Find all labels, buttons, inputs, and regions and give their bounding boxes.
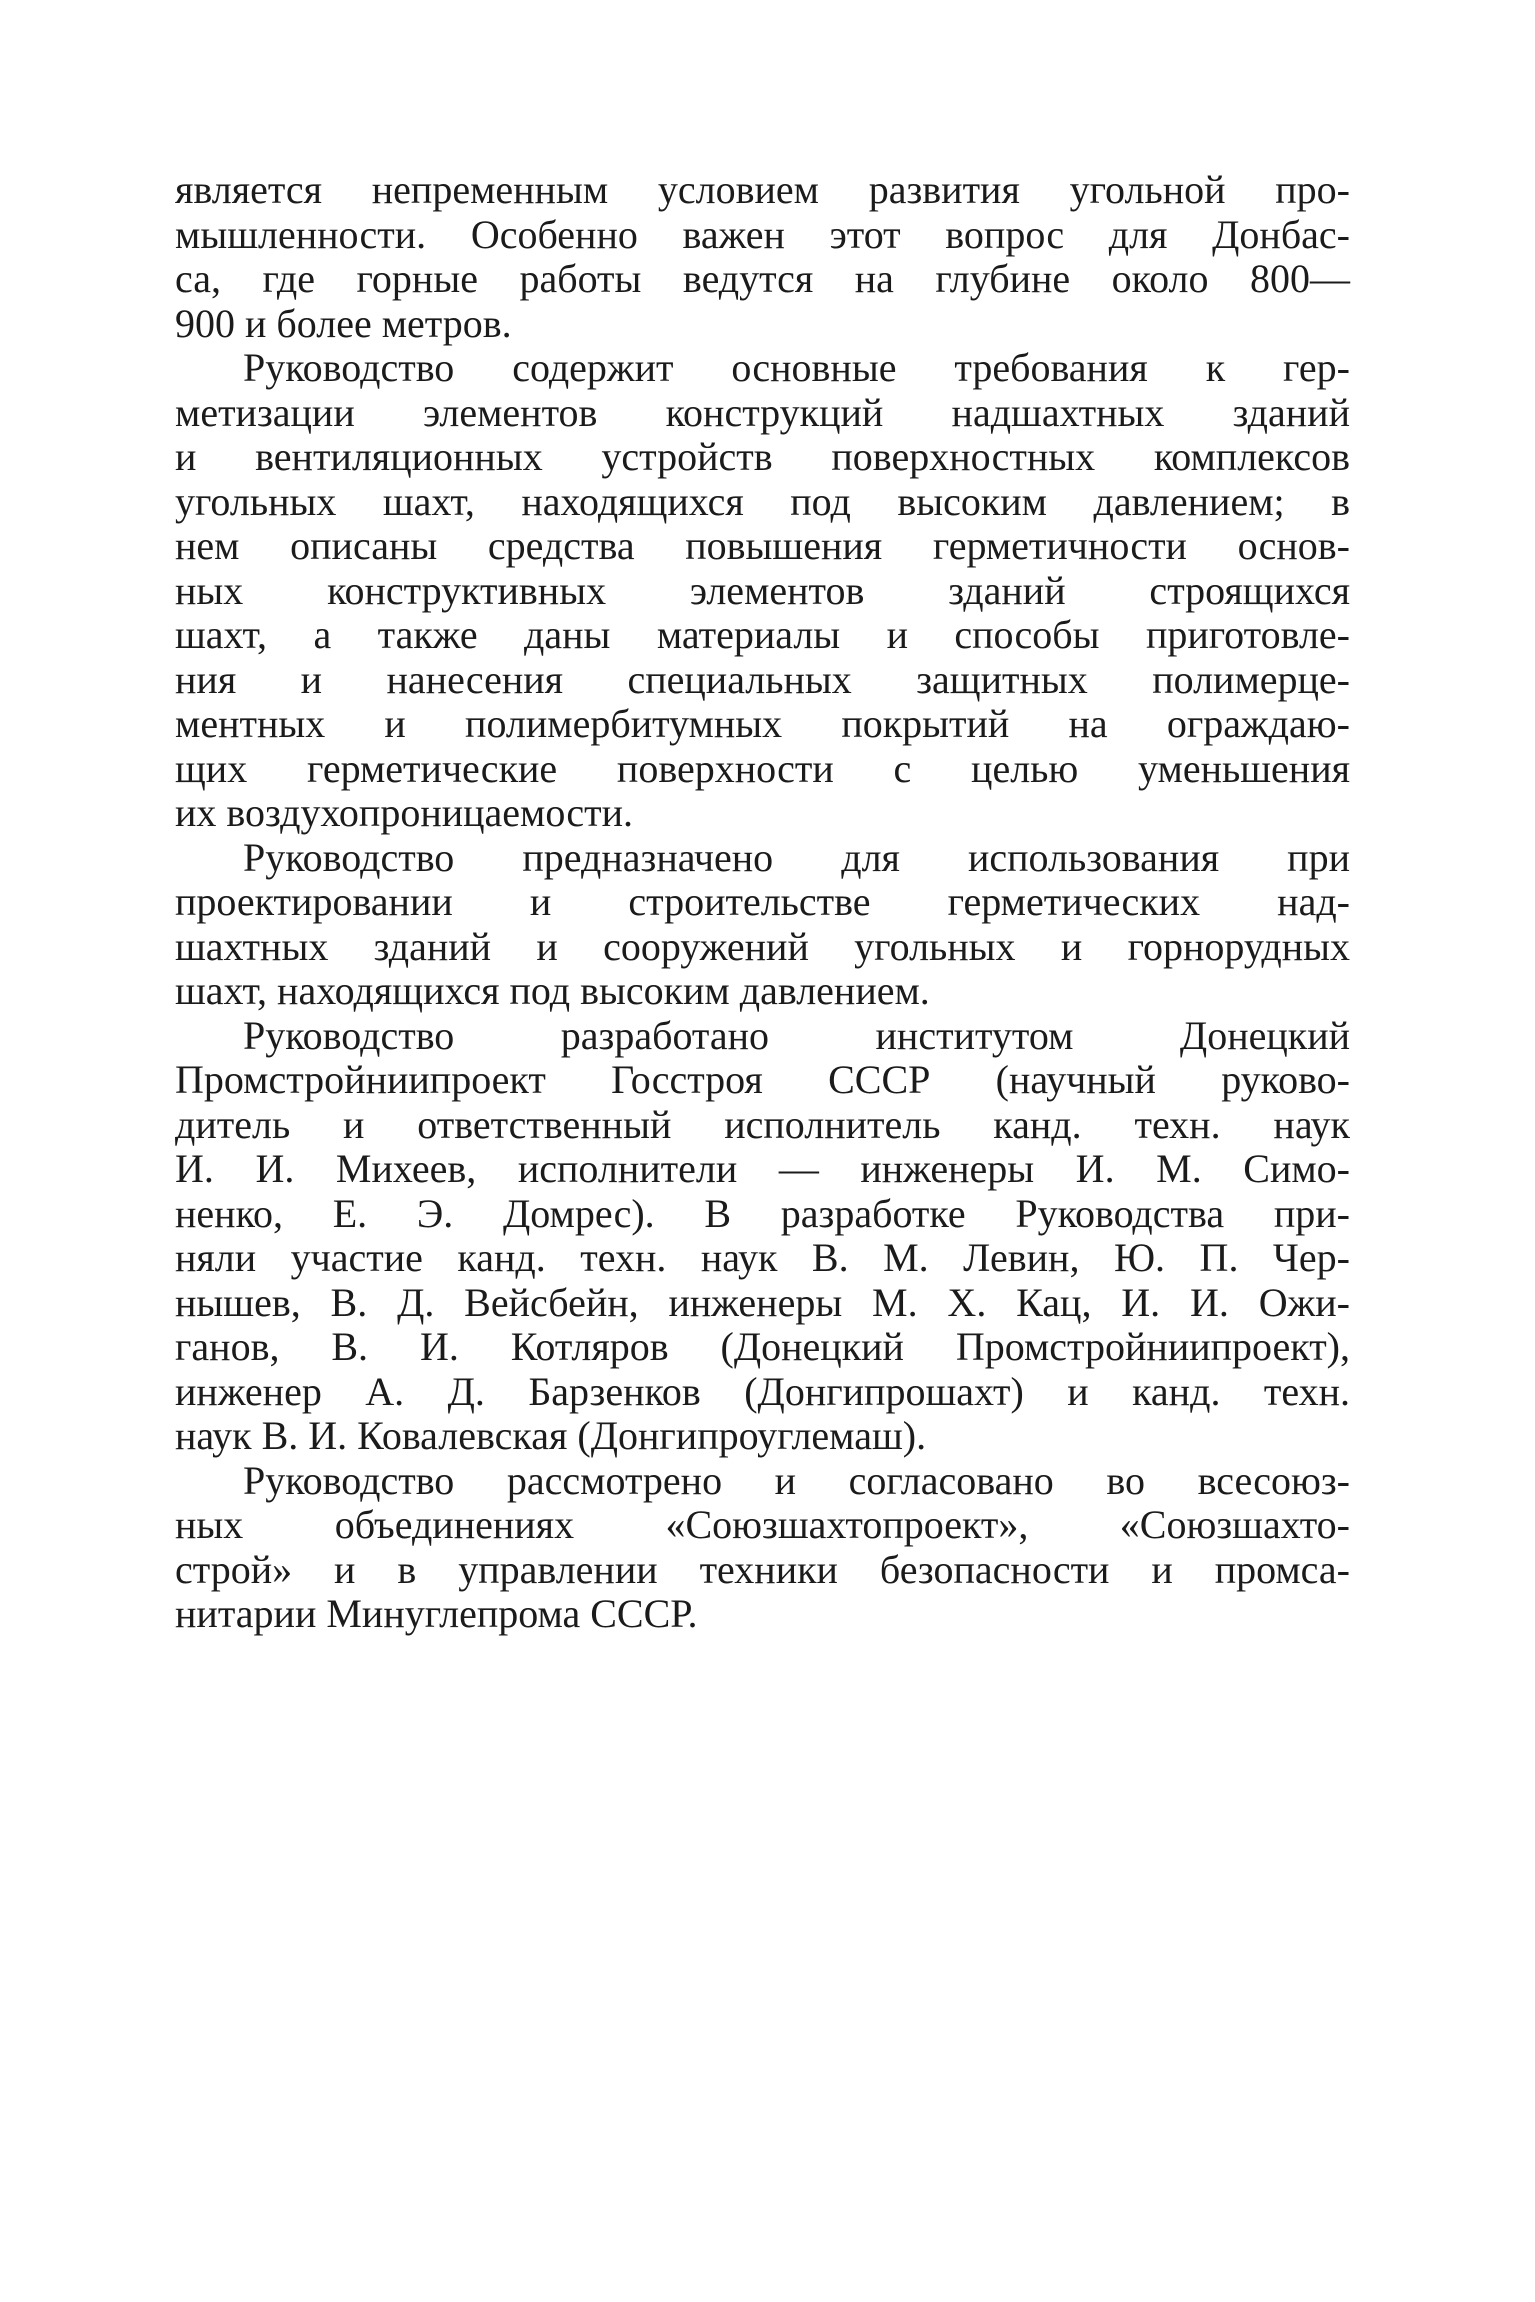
- text-line: их воздухопроницаемости.: [175, 790, 634, 835]
- text-line: угольных шахт, находящихся под высоким давлением; в: [175, 478, 1350, 524]
- text-line: мышленности. Особенно важен этот вопрос для Донбас-: [175, 211, 1350, 257]
- text-line: Руководство содержит основные требования к гер-: [243, 345, 1350, 390]
- text-line: является непременным условием развития угольной про-: [175, 167, 1350, 212]
- text-line: 900 и более метров.: [175, 300, 512, 346]
- text-line: наук В. И. Ковалевская (Донгипроуглемаш).: [175, 1413, 927, 1458]
- text-line: дитель и ответственный исполнитель канд. техн. наук: [175, 1101, 1350, 1147]
- paragraph-3: [175, 836, 1350, 1014]
- text-line: и вентиляционных устройств поверхностных комплексов: [175, 434, 1350, 479]
- text-line: ментных и полимербитумных покрытий на ограждаю-: [175, 701, 1350, 746]
- text-line: нем описаны средства повышения герметичности основ-: [175, 523, 1350, 568]
- text-line: са, где горные работы ведутся на глубине около 800—: [175, 256, 1350, 301]
- text-line: Руководство разработано институтом Донецкий: [243, 1012, 1350, 1058]
- text-line: шахт, а также даны материалы и способы приготовле-: [175, 612, 1350, 657]
- text-line: щих герметические поверхности с целью уменьшения: [175, 745, 1350, 791]
- text-line: ганов, В. И. Котляров (Донецкий Промстройниипроект),: [175, 1324, 1350, 1369]
- text-line: ненко, Е. Э. Домрес). В разработке Руководства при-: [175, 1190, 1350, 1236]
- paragraph-2: [175, 346, 1350, 836]
- text-line: Руководство предназначено для использования при: [243, 834, 1350, 880]
- text-line: Руководство рассмотрено и согласовано во всесоюз-: [243, 1457, 1350, 1503]
- text-line: метизации элементов конструкций надшахтных зданий: [175, 389, 1350, 435]
- text-line: И. И. Михеев, исполнители — инженеры И. М. Симо-: [175, 1146, 1350, 1191]
- text-line: строй» и в управлении техники безопасности и промса-: [175, 1546, 1350, 1592]
- paragraph-4: [175, 1014, 1350, 1459]
- text-line: нитарии Минуглепрома СССР.: [175, 1591, 698, 1636]
- paragraph-1: [175, 168, 1350, 346]
- text-line: проектировании и строительстве герметических над-: [175, 879, 1350, 924]
- text-line: няли участие канд. техн. наук В. М. Левин, Ю. П. Чер-: [175, 1235, 1350, 1280]
- text-line: шахтных зданий и сооружений угольных и горнорудных: [175, 923, 1350, 969]
- text-line: инженер А. Д. Барзенков (Донгипрошахт) и канд. техн.: [175, 1368, 1350, 1414]
- text-line: шахт, находящихся под высоким давлением.: [175, 968, 930, 1013]
- text-line: ных объединениях «Союзшахтопроект», «Союзшахто-: [175, 1502, 1350, 1547]
- text-line: нышев, В. Д. Вейсбейн, инженеры М. X. Кац, И. И. Ожи-: [175, 1279, 1350, 1325]
- document-page: [175, 168, 1350, 1637]
- paragraph-5: [175, 1459, 1350, 1637]
- text-line: ных конструктивных элементов зданий строящихся: [175, 567, 1350, 613]
- text-line: Промстройниипроект Госстроя СССР (научный руково-: [175, 1057, 1350, 1102]
- text-line: ния и нанесения специальных защитных полимерце-: [175, 656, 1350, 702]
